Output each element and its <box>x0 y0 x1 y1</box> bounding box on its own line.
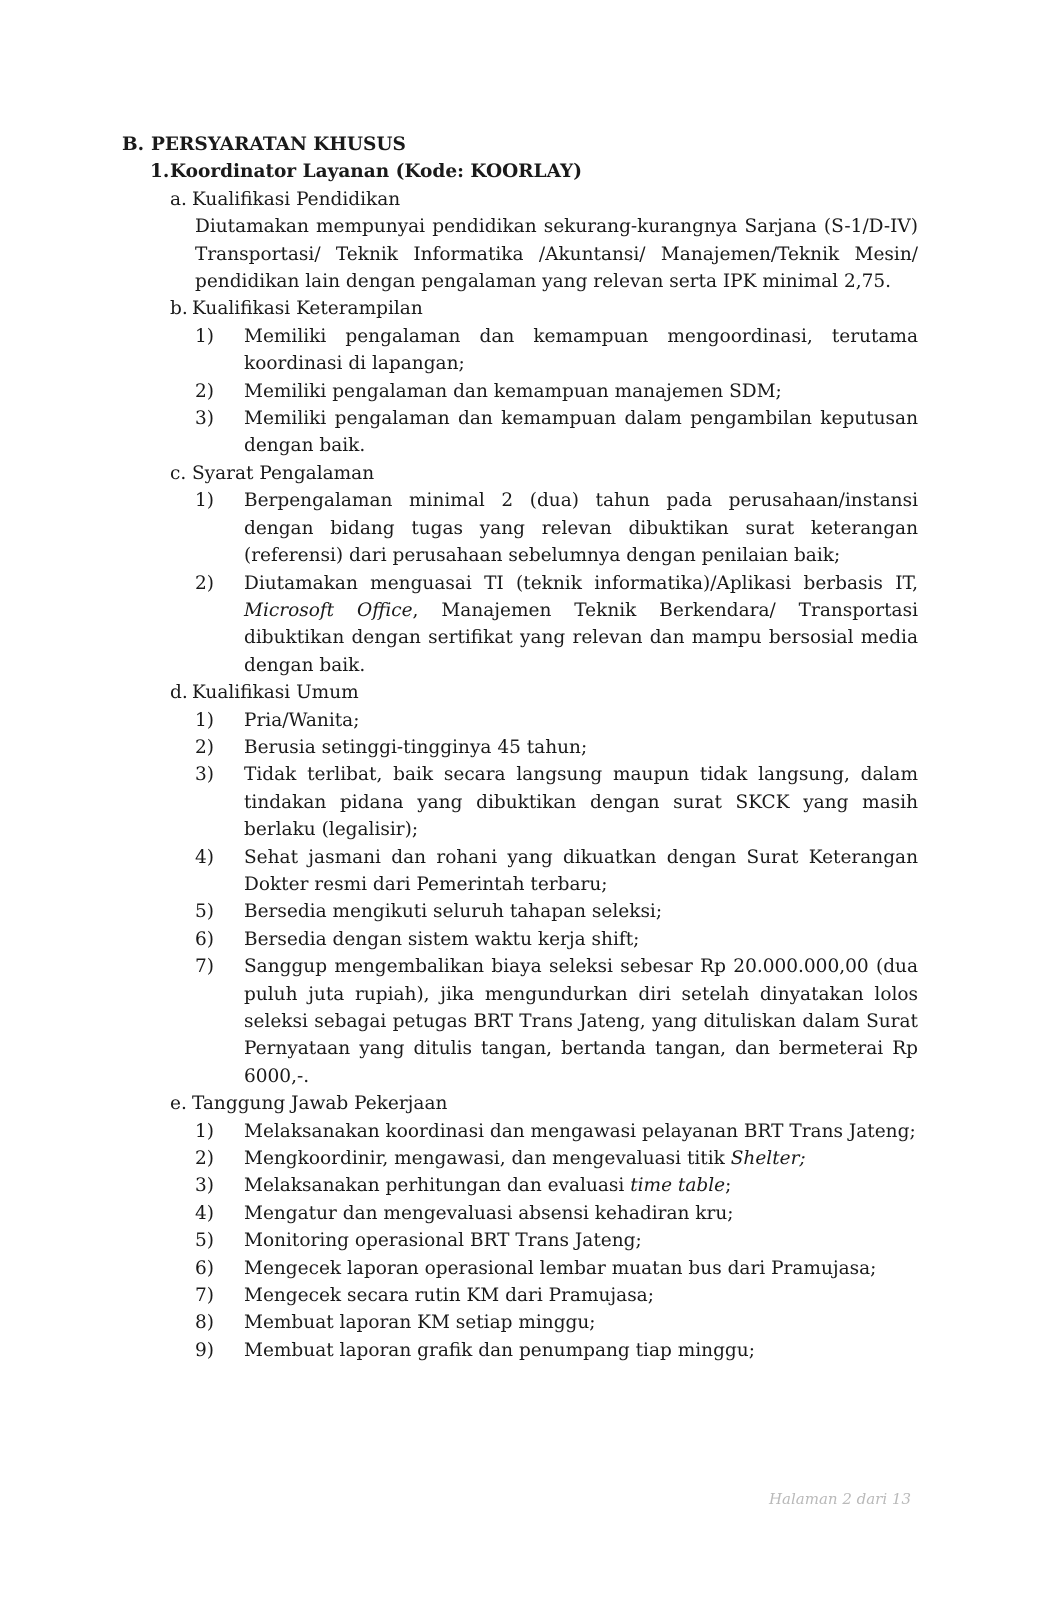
list-item <box>122 761 918 843</box>
section-title: PERSYARATAN KHUSUS <box>151 134 406 155</box>
list-marker: 4) <box>195 846 214 868</box>
list-item-text: Membuat laporan KM setiap minggu; <box>244 1312 596 1334</box>
list-marker: 2) <box>195 1148 214 1170</box>
list-marker: 5) <box>195 1230 214 1252</box>
list-item-text: Membuat laporan grafik dan penumpang tiap minggu; <box>244 1339 755 1361</box>
heading-kualifikasi-pendidikan <box>122 186 918 213</box>
list-item-text: Sehat jasmani dan rohani yang dikuatkan dengan Surat Keterangan Dokter resmi dari Pemerintah terbaru; <box>244 846 918 895</box>
list-item-text-part: Melaksanakan perhitungan dan evaluasi <box>244 1175 631 1197</box>
list-item-text-part: , Manajemen Teknik Berkendara/ Transportasi dibuktikan dengan sertifikat yang relevan dan mampu bersosial media dengan baik. <box>244 599 918 676</box>
list-item <box>122 1227 918 1254</box>
section-number: B. <box>122 134 145 155</box>
list-item-text: Melaksanakan koordinasi dan mengawasi pelayanan BRT Trans Jateng; <box>244 1120 916 1142</box>
subsection-title: Koordinator Layanan (Kode: KOORLAY) <box>170 161 582 183</box>
list-item <box>122 926 918 953</box>
list-marker: 5) <box>195 901 214 923</box>
list-item <box>122 405 918 460</box>
list-item-text: Pria/Wanita; <box>244 709 360 731</box>
list-item-text: Memiliki pengalaman dan kemampuan manajemen SDM; <box>244 380 782 402</box>
umum-list <box>122 707 918 1091</box>
list-marker: 3) <box>195 408 214 430</box>
list-item <box>122 1145 918 1172</box>
list-item <box>122 570 918 680</box>
item-heading-text: Syarat Pengalaman <box>192 462 375 484</box>
list-item <box>122 1200 918 1227</box>
list-marker: 1) <box>195 325 214 347</box>
list-item-text: Tidak terlibat, baik secara langsung maupun tidak langsung, dalam tindakan pidana yang dibuktikan dengan surat SKCK yang masih berlaku (legalisir); <box>244 764 918 841</box>
list-item-text: Mengatur dan mengevaluasi absensi kehadiran kru; <box>244 1202 734 1224</box>
heading-syarat-pengalaman <box>122 460 918 487</box>
list-item-text: Sanggup mengembalikan biaya seleksi sebesar Rp 20.000.000,00 (dua puluh juta rupiah), jika mengundurkan diri setelah dinyatakan lolos seleksi sebagai petugas BRT Trans Jateng, yang dituliskan dalam Surat Pernyataan yang ditulis tangan, bertanda tangan, dan bermeterai Rp 6000,-. <box>244 956 918 1087</box>
subsection-heading <box>122 158 918 185</box>
item-heading-text: Tanggung Jawab Pekerjaan <box>192 1093 448 1115</box>
list-marker: 9) <box>195 1339 214 1361</box>
list-item-text-part: Diutamakan menguasai TI (teknik informatika)/Aplikasi berbasis IT, <box>244 572 918 594</box>
list-item <box>122 734 918 761</box>
item-marker: e. <box>170 1093 187 1115</box>
list-item-text: Monitoring operasional BRT Trans Jateng; <box>244 1230 642 1252</box>
list-item <box>122 487 918 569</box>
item-marker: b. <box>170 298 188 320</box>
list-item <box>122 953 918 1090</box>
list-marker: 6) <box>195 1257 214 1279</box>
pengalaman-list <box>122 487 918 679</box>
list-item <box>122 378 918 405</box>
list-marker: 8) <box>195 1312 214 1334</box>
list-item-text: Bersedia dengan sistem waktu kerja shift; <box>244 928 640 950</box>
list-marker: 3) <box>195 1175 214 1197</box>
page-number-footer: Halaman 2 dari 13 <box>768 1490 911 1508</box>
list-item-italic: time table <box>630 1175 726 1197</box>
list-marker: 1) <box>195 709 214 731</box>
list-marker: 7) <box>195 956 214 978</box>
list-item-italic: Shelter; <box>730 1148 806 1170</box>
keterampilan-list <box>122 323 918 460</box>
heading-kualifikasi-umum <box>122 679 918 706</box>
list-marker: 2) <box>195 572 214 594</box>
list-item <box>122 1282 918 1309</box>
list-item-text: Memiliki pengalaman dan kemampuan dalam pengambilan keputusan dengan baik. <box>244 408 918 457</box>
heading-kualifikasi-keterampilan <box>122 295 918 322</box>
list-item <box>122 1255 918 1282</box>
list-item <box>122 1309 918 1336</box>
section-heading <box>122 131 918 158</box>
item-heading-text: Kualifikasi Pendidikan <box>192 188 401 210</box>
list-marker: 1) <box>195 490 214 512</box>
list-item <box>122 898 918 925</box>
list-item <box>122 844 918 899</box>
list-marker: 7) <box>195 1285 214 1307</box>
item-marker: a. <box>170 188 187 210</box>
item-heading-text: Kualifikasi Keterampilan <box>192 298 423 320</box>
subsection-number: 1. <box>150 161 170 183</box>
list-item-text: Bersedia mengikuti seluruh tahapan seleksi; <box>244 901 663 923</box>
list-item-italic: Microsoft Office <box>244 599 413 621</box>
list-item-text: Mengecek laporan operasional lembar muatan bus dari Pramujasa; <box>244 1257 877 1279</box>
tanggung-jawab-list <box>122 1118 918 1365</box>
list-item-text: Berpengalaman minimal 2 (dua) tahun pada perusahaan/instansi dengan bidang tugas yang relevan dibuktikan surat keterangan (referensi) dari perusahaan sebelumnya dengan penilaian baik; <box>244 490 918 567</box>
pendidikan-paragraph: Diutamakan mempunyai pendidikan sekurang-kurangnya Sarjana (S-1/D-IV) Transportasi/ Teknik Informatika /Akuntansi/ Manajemen/Teknik Mesin/ pendidikan lain dengan pengalaman yang relevan serta IPK minimal 2,75. <box>195 216 918 293</box>
list-item-text: Berusia setinggi-tingginya 45 tahun; <box>244 736 588 758</box>
list-item <box>122 1337 918 1364</box>
list-item <box>122 1172 918 1199</box>
list-item-text: Mengecek secara rutin KM dari Pramujasa; <box>244 1285 654 1307</box>
list-marker: 1) <box>195 1120 214 1142</box>
list-marker: 4) <box>195 1202 214 1224</box>
item-heading-text: Kualifikasi Umum <box>192 682 359 704</box>
page-content <box>122 131 918 1364</box>
item-marker: c. <box>170 462 187 484</box>
list-item-text: Memiliki pengalaman dan kemampuan mengoordinasi, terutama koordinasi di lapangan; <box>244 325 918 375</box>
list-item <box>122 1118 918 1145</box>
list-marker: 2) <box>195 736 214 758</box>
list-item <box>122 323 918 378</box>
list-marker: 3) <box>195 764 214 786</box>
list-item-text-part: ; <box>725 1175 732 1197</box>
list-marker: 2) <box>195 380 214 402</box>
item-marker: d. <box>170 682 188 704</box>
list-marker: 6) <box>195 928 214 950</box>
list-item-text-part: Mengkoordinir, mengawasi, dan mengevaluasi titik <box>244 1148 731 1170</box>
heading-tanggung-jawab <box>122 1090 918 1117</box>
list-item <box>122 707 918 734</box>
